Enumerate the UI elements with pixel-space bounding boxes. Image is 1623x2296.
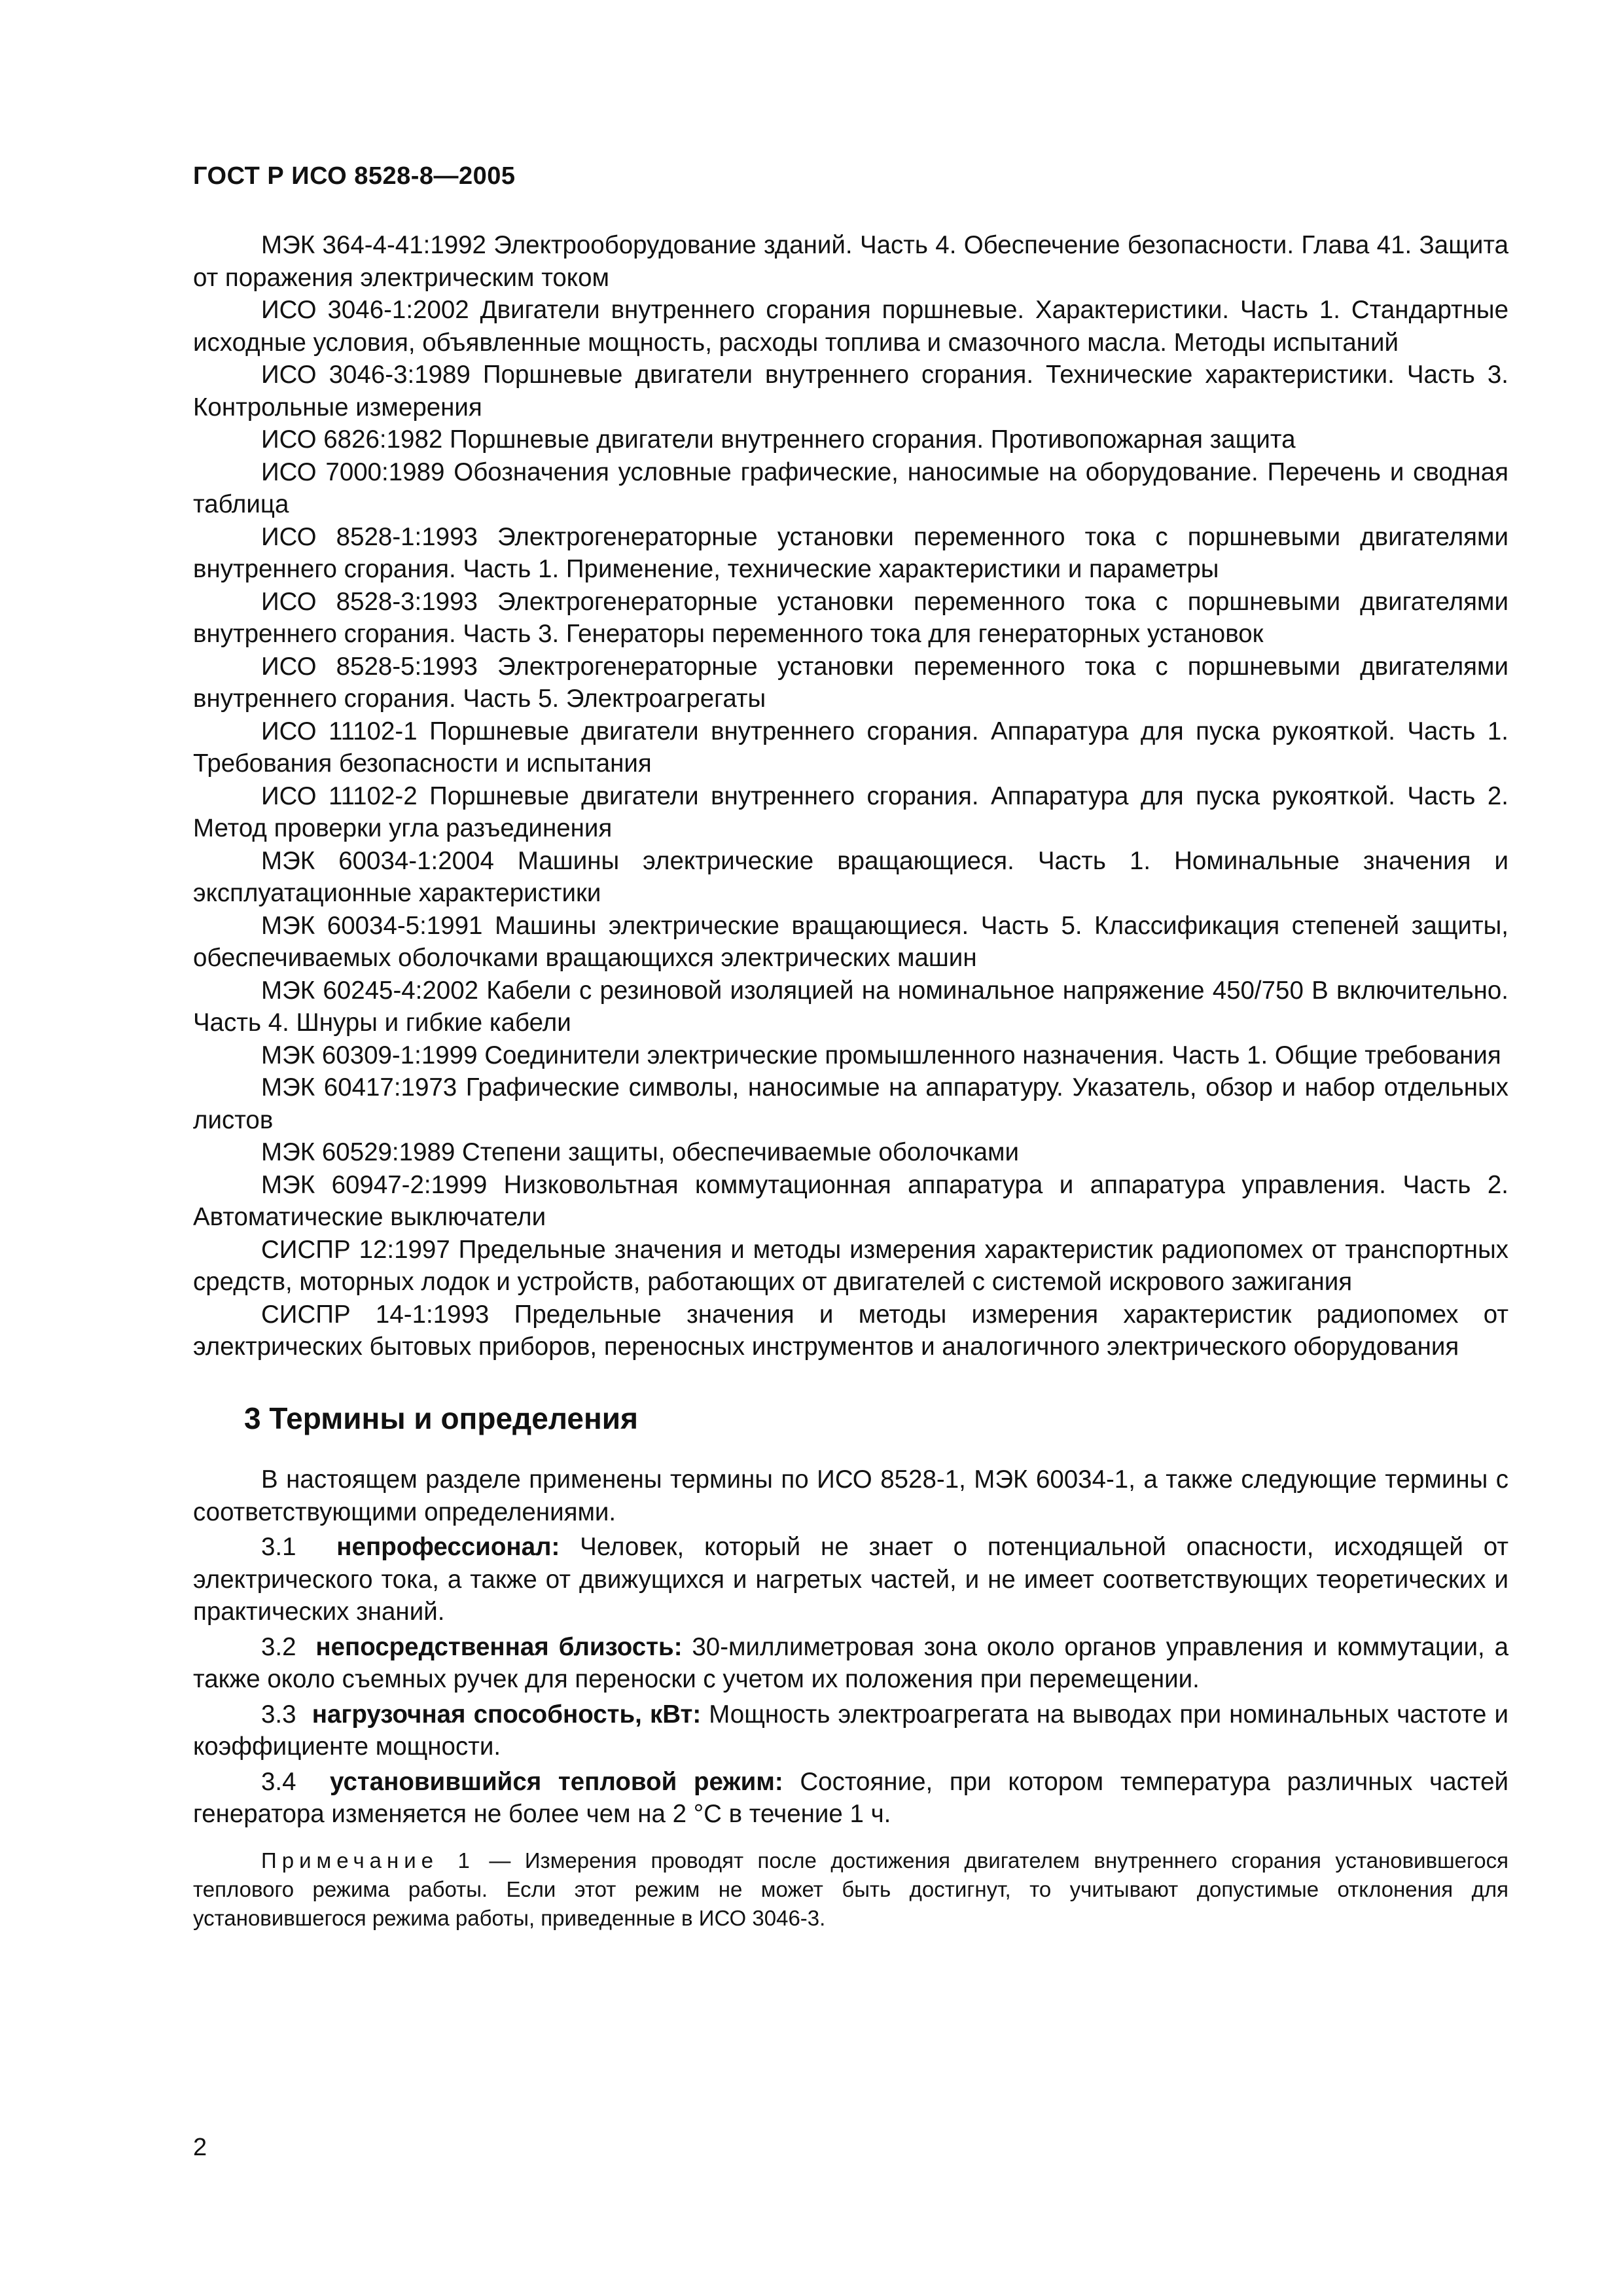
term-text: 30-миллиметровая зона около органов управления и коммутации, а также около съемных ручек для переноски с учетом их положения при перемещении. xyxy=(193,1632,1508,1693)
term-number: 3.2 xyxy=(261,1632,296,1661)
note-label: Примечание 1 xyxy=(261,1848,475,1873)
term-name: непосредственная близость: xyxy=(315,1632,683,1661)
reference-item: ИСО 8528-5:1993 Электрогенераторные установки переменного тока с поршневыми двигателями внутреннего сгорания. Часть 5. Электроагрегаты xyxy=(193,652,1508,713)
reference-item: СИСПР 14-1:1993 Предельные значения и методы измерения характеристик радиопомех от электрических бытовых приборов, переносных инструментов и аналогичного электрического оборудования xyxy=(193,1300,1508,1361)
term-number: 3.4 xyxy=(261,1767,296,1796)
term-definition xyxy=(193,1631,1508,1696)
section-intro: В настоящем разделе применены термины по ИСО 8528-1, МЭК 60034-1, а также следующие термины с соответствующими определениями. xyxy=(193,1465,1508,1526)
reference-item: МЭК 60245-4:2002 Кабели с резиновой изоляцией на номинальное напряжение 450/750 В включительно. Часть 4. Шнуры и гибкие кабели xyxy=(193,976,1508,1037)
reference-item: ИСО 3046-3:1989 Поршневые двигатели внутреннего сгорания. Технические характеристики. Часть 3. Контрольные измерения xyxy=(193,361,1508,422)
term-text: Человек, который не знает о потенциальной опасности, исходящей от электрического тока, а также от движущихся и нагретых частей, и не имеет соответствующих теоретических и практических знаний. xyxy=(193,1533,1508,1626)
note-text: — Измерения проводят после достижения двигателем внутреннего сгорания установившегося теплового режима работы. Если этот режим не может быть достигнут, то учитывают допустимые отклонения для установившегося режима работы, приведенные в ИСО 3046-3. xyxy=(193,1848,1508,1930)
document-header: ГОСТ Р ИСО 8528-8—2005 xyxy=(193,162,516,190)
reference-item: ИСО 8528-1:1993 Электрогенераторные установки переменного тока с поршневыми двигателями внутреннего сгорания. Часть 1. Применение, технические характеристики и параметры xyxy=(193,522,1508,583)
references-list xyxy=(193,229,1508,1363)
reference-item: ИСО 3046-1:2002 Двигатели внутреннего сгорания поршневые. Характеристики. Часть 1. Стандартные исходные условия, объявленные мощность, расходы топлива и смазочного масла. Методы испытаний xyxy=(193,296,1508,357)
reference-item: МЭК 60309-1:1999 Соединители электрические промышленного назначения. Часть 1. Общие требования xyxy=(261,1041,1501,1069)
reference-item: МЭК 60034-1:2004 Машины электрические вращающиеся. Часть 1. Номинальные значения и эксплуатационные характеристики xyxy=(193,846,1508,907)
term-name: нагрузочная способность, кВт: xyxy=(312,1700,702,1729)
reference-item: ИСО 11102-2 Поршневые двигатели внутреннего сгорания. Аппаратура для пуска рукояткой. Часть 2. Метод проверки угла разъединения xyxy=(193,781,1508,842)
note xyxy=(193,1846,1508,1933)
reference-item: ИСО 8528-3:1993 Электрогенераторные установки переменного тока с поршневыми двигателями внутреннего сгорания. Часть 3. Генераторы переменного тока для генераторных установок xyxy=(193,587,1508,648)
term-definition xyxy=(193,1766,1508,1831)
reference-item: МЭК 364-4-41:1992 Электрооборудование зданий. Часть 4. Обеспечение безопасности. Глава 41. Защита от поражения электрическим током xyxy=(193,231,1508,292)
term-definition xyxy=(193,1531,1508,1628)
reference-item: МЭК 60529:1989 Степени защиты, обеспечиваемые оболочками xyxy=(261,1138,1020,1166)
term-name: непрофессионал: xyxy=(336,1533,560,1561)
document-body xyxy=(193,229,1508,1954)
term-number: 3.1 xyxy=(261,1533,296,1561)
reference-item: ИСО 7000:1989 Обозначения условные графические, наносимые на оборудование. Перечень и сводная таблица xyxy=(193,457,1508,518)
reference-item: МЭК 60947-2:1999 Низковольтная коммутационная аппаратура и аппаратура управления. Часть 2. Автоматические выключатели xyxy=(193,1170,1508,1231)
term-number: 3.3 xyxy=(261,1700,296,1729)
reference-item: МЭК 60417:1973 Графические символы, наносимые на аппаратуру. Указатель, обзор и набор отдельных листов xyxy=(193,1073,1508,1134)
reference-item: СИСПР 12:1997 Предельные значения и методы измерения характеристик радиопомех от транспортных средств, моторных лодок и устройств, работающих от двигателей с системой искрового зажигания xyxy=(193,1235,1508,1296)
reference-item: ИСО 6826:1982 Поршневые двигатели внутреннего сгорания. Противопожарная защита xyxy=(261,425,1296,454)
section-title: 3 Термины и определения xyxy=(244,1401,638,1435)
reference-item: ИСО 11102-1 Поршневые двигатели внутреннего сгорания. Аппаратура для пуска рукояткой. Часть 1. Требования безопасности и испытания xyxy=(193,717,1508,778)
reference-item: МЭК 60034-5:1991 Машины электрические вращающиеся. Часть 5. Классификация степеней защиты, обеспечиваемых оболочками вращающихся электрических машин xyxy=(193,911,1508,972)
term-text: Мощность электроагрегата на выводах при номинальных частоте и коэффициенте мощности. xyxy=(193,1700,1508,1761)
term-definition xyxy=(193,1698,1508,1763)
term-text: Состояние, при котором температура различных частей генератора изменяется не более чем на 2 °С в течение 1 ч. xyxy=(193,1767,1508,1828)
page-number: 2 xyxy=(193,2134,207,2161)
term-name: установившийся тепловой режим: xyxy=(329,1767,783,1796)
